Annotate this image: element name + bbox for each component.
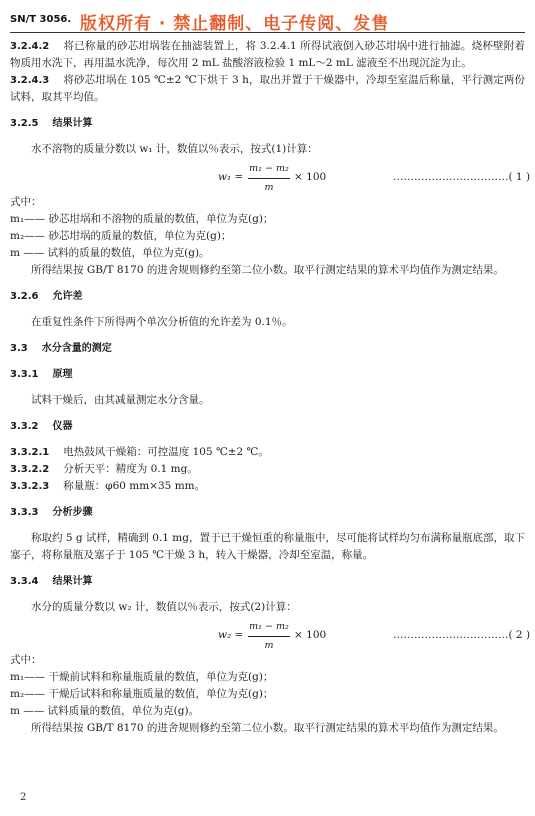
formula-lhs: w₁ = <box>218 171 244 183</box>
standard-number: SN/T 3056. <box>10 14 72 25</box>
item-number: 3.3.2.1 <box>10 447 50 458</box>
formula-1 <box>10 160 531 193</box>
variable-definition: m —— 试料质量的数值，单位为克(g)。 <box>10 705 200 717</box>
formula-denominator: m <box>264 182 274 193</box>
formula-numerator: m₁ − m₂ <box>248 160 290 179</box>
apparatus-item <box>10 461 525 478</box>
heading-title: 水分含量的测定 <box>41 343 112 354</box>
formula-rhs: × 100 <box>294 629 327 641</box>
item-text: 电热鼓风干燥箱：可控温度 105 ℃±2 ℃。 <box>63 446 269 458</box>
formula-numerator: m₁ − m₂ <box>248 618 290 637</box>
heading-number: 3.3.1 <box>10 369 39 380</box>
variable-definition: m₂—— 砂芯坩埚的质量的数值，单位为克(g)； <box>10 230 232 242</box>
heading-title: 结果计算 <box>52 576 93 587</box>
clause-text: 将已称量的砂芯坩埚装在抽滤装置上，将 3.2.4.1 所得试液倒入砂芯坩埚中进行抽滤。烧杯壁附着物质用水洗下，再用温水洗净，每次用 2 mL 盐酸溶液检验 1 mL～2 mL 滤液至不出现沉淀为止。 <box>10 40 525 69</box>
apparatus-item <box>10 478 525 495</box>
item-text: 分析天平：精度为 0.1 mg。 <box>63 463 198 475</box>
equation-number: ( 1 ) <box>508 171 531 183</box>
heading-title: 允许差 <box>52 291 83 302</box>
tolerance-text: 在重复性条件下所得两个单次分析值的允许差为 0.1％。 <box>31 316 293 328</box>
item-text: 称量瓶：φ60 mm×35 mm。 <box>63 480 206 492</box>
variable-definition: m₁—— 干燥前试料和称量瓶质量的数值，单位为克(g)； <box>10 671 274 683</box>
clause-3-2-4-3 <box>10 72 525 106</box>
formula-intro: 水不溶物的质量分数以 w₁ 计，数值以％表示，按式(1)计算： <box>31 143 318 155</box>
heading-number: 3.3.2 <box>10 421 39 432</box>
rounding-rule: 所得结果按 GB/T 8170 的进舍规则修约至第二位小数。取平行测定结果的算术平均值作为测定结果。 <box>31 264 504 276</box>
procedure-text: 称取约 5 g 试样，精确到 0.1 mg，置于已干燥恒重的称量瓶中，尽可能将试样均匀布满称量瓶底部，取下塞子，将称量瓶及塞子于 105 ℃干燥 3 h，转入干燥器，冷却至室温，称量。 <box>10 532 525 561</box>
formula-intro: 水分的质量分数以 w₂ 计，数值以％表示，按式(2)计算： <box>31 601 297 613</box>
where-label: 式中： <box>10 654 42 666</box>
formula-rhs: × 100 <box>294 171 327 183</box>
heading-3-3 <box>10 340 525 357</box>
formula-leader <box>393 169 530 186</box>
principle-text: 试料干燥后，由其减量测定水分含量。 <box>31 394 210 406</box>
clause-number: 3.2.4.3 <box>10 75 50 86</box>
formula-leader <box>393 627 530 644</box>
heading-number: 3.2.5 <box>10 118 39 129</box>
heading-3-3-4 <box>10 573 525 590</box>
heading-title: 仪器 <box>52 421 73 432</box>
apparatus-item <box>10 444 525 461</box>
copyright-watermark: 版权所有 · 禁止翻制、电子传阅、发售 <box>80 14 390 34</box>
heading-3-2-6 <box>10 288 525 305</box>
rounding-rule: 所得结果按 GB/T 8170 的进舍规则修约至第二位小数。取平行测定结果的算术平均值作为测定结果。 <box>31 722 504 734</box>
heading-3-2-5 <box>10 115 525 132</box>
heading-number: 3.3.4 <box>10 576 39 587</box>
formula-fraction <box>248 618 290 654</box>
heading-3-3-3 <box>10 504 525 521</box>
where-label: 式中： <box>10 196 42 208</box>
heading-number: 3.3 <box>10 343 28 354</box>
document-body <box>10 38 531 737</box>
leader-dots: …………………………… <box>393 171 509 183</box>
item-number: 3.3.2.2 <box>10 464 50 475</box>
heading-3-3-1 <box>10 366 525 383</box>
variable-definition: m —— 试料的质量的数值，单位为克(g)。 <box>10 247 210 259</box>
formula-fraction <box>248 160 290 196</box>
formula-2 <box>10 618 531 651</box>
page-header <box>10 8 525 34</box>
equation-number: ( 2 ) <box>508 629 531 641</box>
leader-dots: …………………………… <box>393 629 509 641</box>
clause-text: 将砂芯坩埚在 105 ℃±2 ℃下烘干 3 h，取出并置于干燥器中，冷却至室温后称量，平行测定两份试料，取其平均值。 <box>10 74 525 103</box>
heading-title: 分析步骤 <box>52 507 93 518</box>
variable-definition: m₂—— 干燥后试料和称量瓶质量的数值，单位为克(g)； <box>10 688 274 700</box>
item-number: 3.3.2.3 <box>10 481 50 492</box>
heading-number: 3.2.6 <box>10 291 39 302</box>
clause-3-2-4-2 <box>10 38 525 72</box>
page-number: 2 <box>20 792 27 803</box>
heading-title: 原理 <box>52 369 73 380</box>
clause-number: 3.2.4.2 <box>10 41 50 52</box>
heading-3-3-2 <box>10 418 525 435</box>
heading-number: 3.3.3 <box>10 507 39 518</box>
formula-denominator: m <box>264 640 274 651</box>
header-rule <box>10 32 525 33</box>
formula-lhs: w₂ = <box>218 629 244 641</box>
heading-title: 结果计算 <box>52 118 93 129</box>
variable-definition: m₁—— 砂芯坩埚和不溶物的质量的数值，单位为克(g)； <box>10 213 274 225</box>
